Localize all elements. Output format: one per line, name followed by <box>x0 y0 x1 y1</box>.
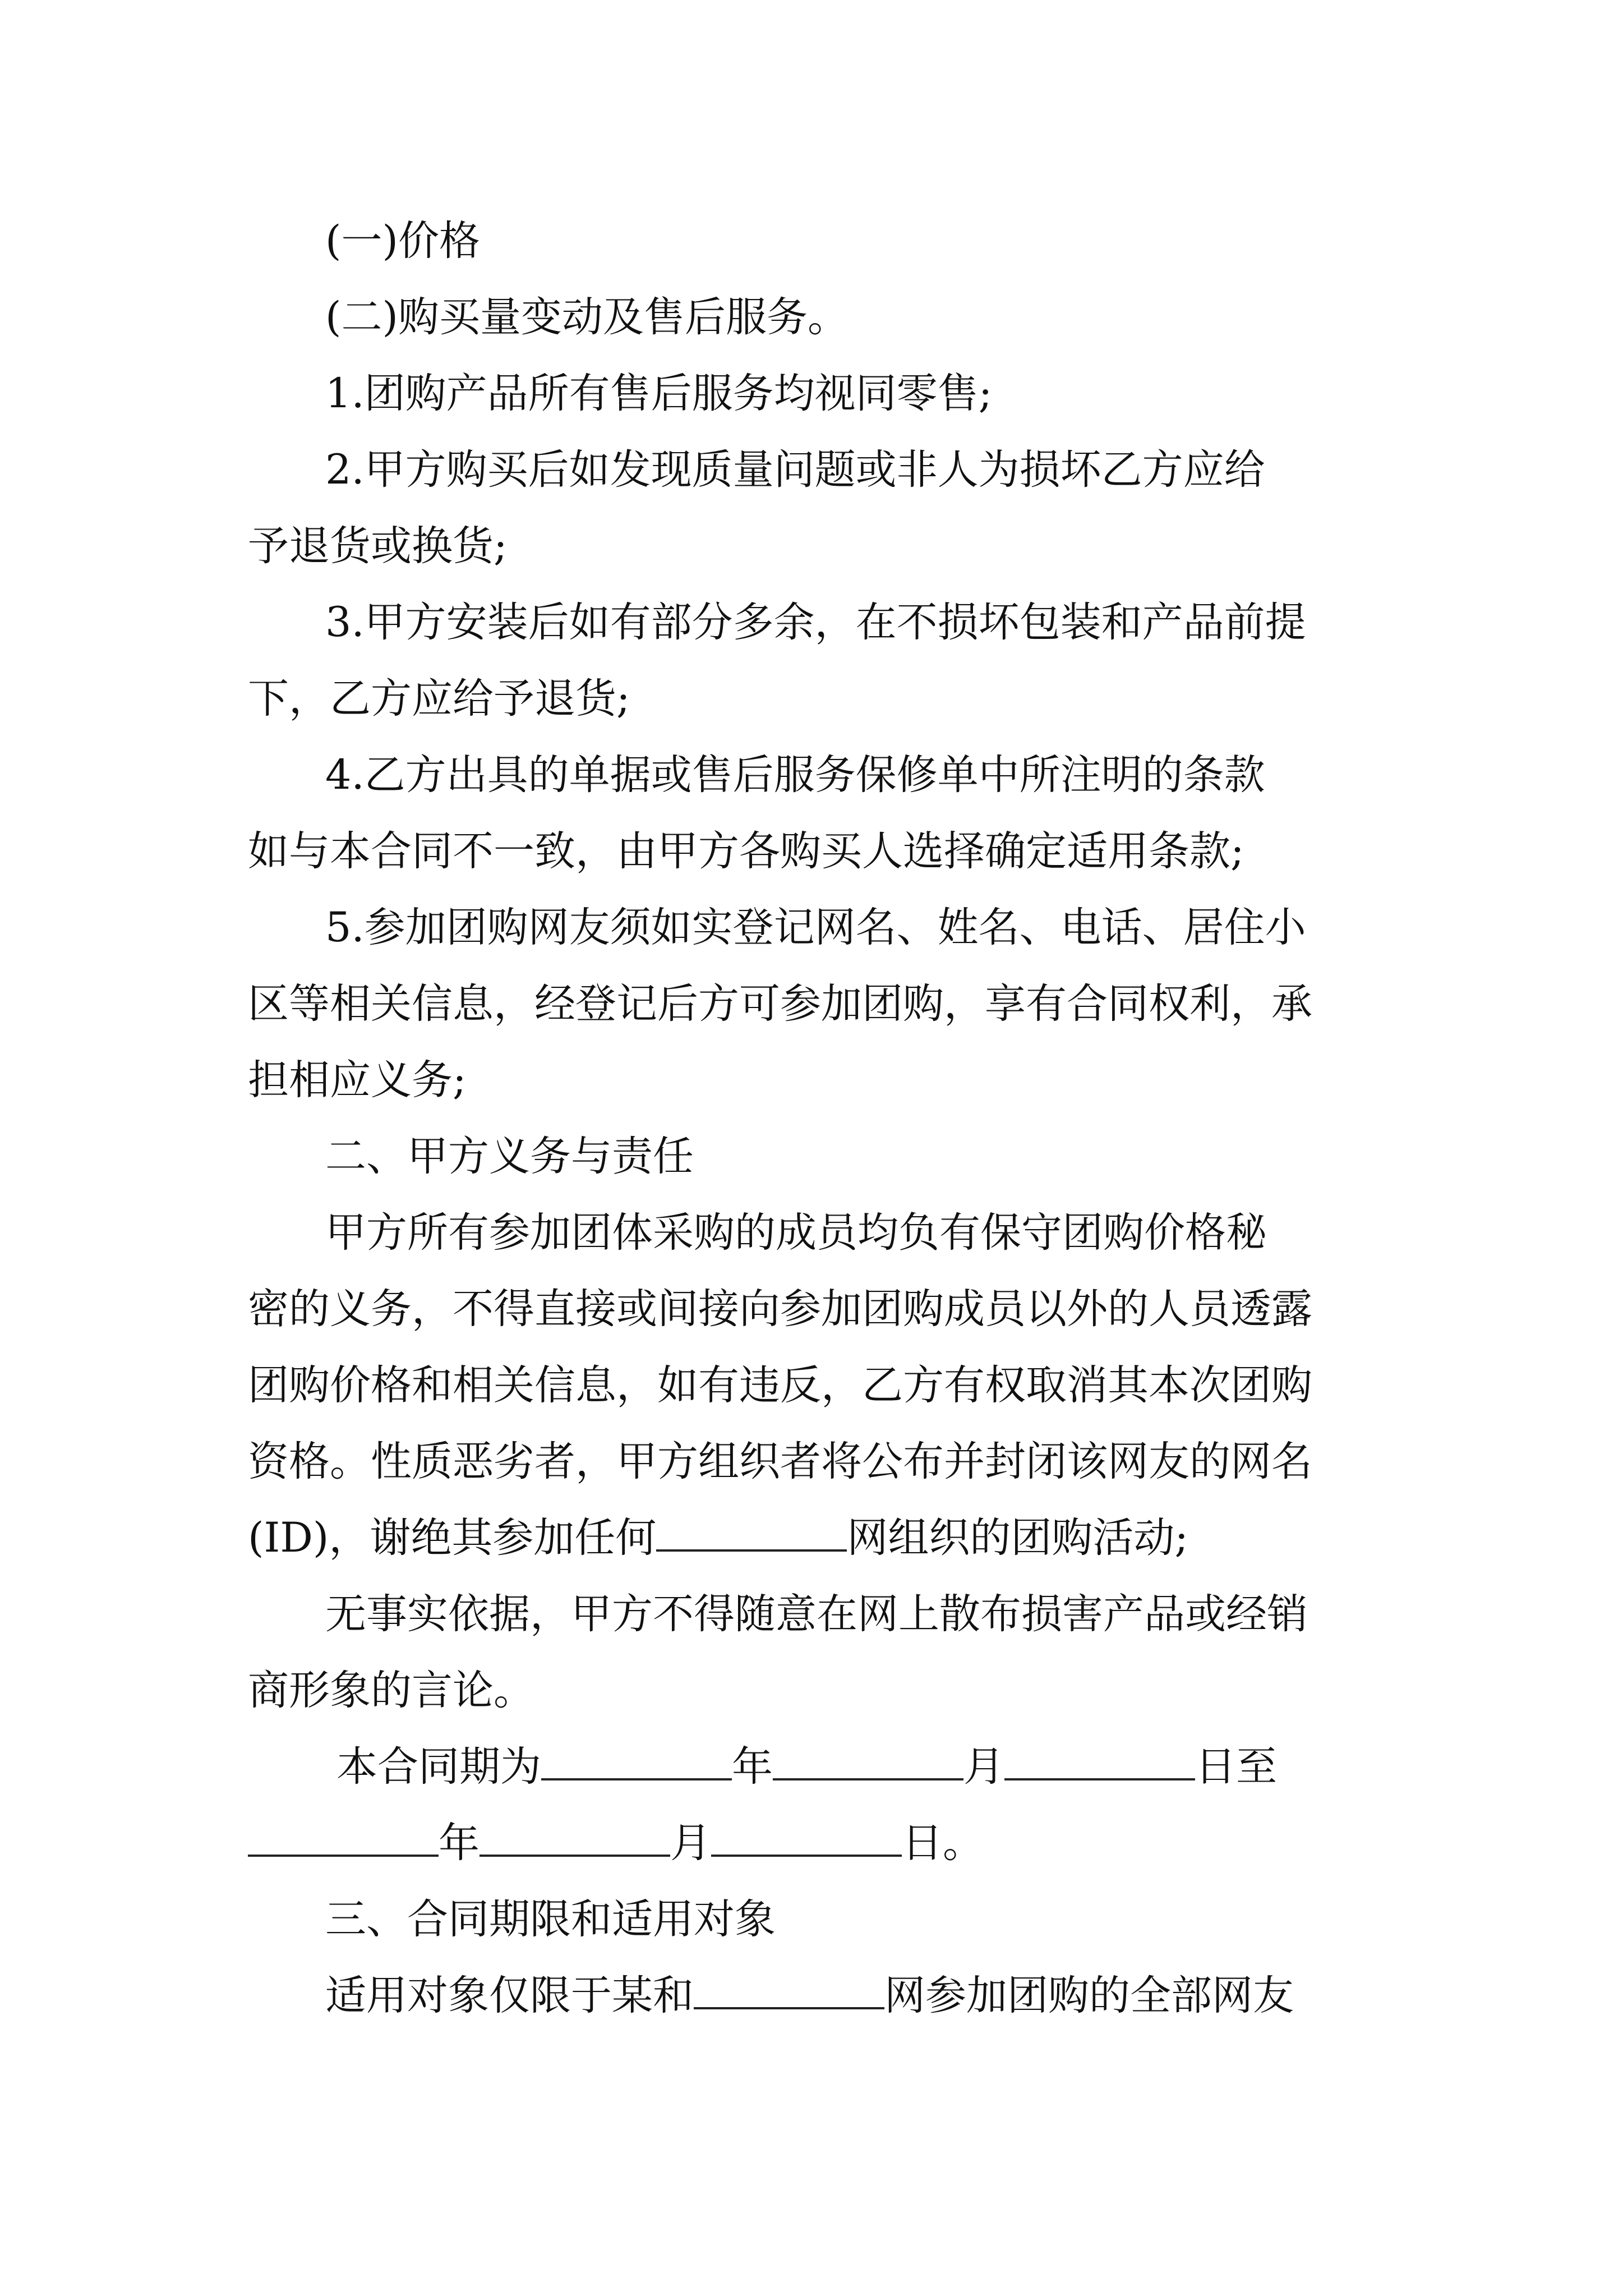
day-blank[interactable] <box>1004 1739 1195 1780</box>
contract-period-line-1 <box>336 1728 1623 1806</box>
text: 本合同期为 <box>336 1743 541 1791</box>
text: 月 <box>670 1819 711 1867</box>
text: 网组织的团购活动; <box>847 1514 1188 1562</box>
text: 日至 <box>1195 1743 1277 1791</box>
text: 甲方所有参加团体采购的成员均负有保守团购价格秘 <box>325 1209 1267 1257</box>
clause-4-line-1 <box>325 736 1623 815</box>
text: 二、甲方义务与责任 <box>325 1133 694 1180</box>
text: 3.甲方安装后如有部分多余，在不损坏包装和产品前提 <box>325 599 1306 646</box>
clause-2-line-2 <box>248 507 1623 586</box>
text: 商形象的言论。 <box>248 1667 534 1714</box>
clause-5-line-3 <box>248 1041 1623 1120</box>
duty-paragraph-line-3 <box>248 1346 1623 1425</box>
scope-line-1 <box>325 1957 1623 2035</box>
day-blank[interactable] <box>711 1815 902 1857</box>
text: 无事实依据，甲方不得随意在网上散布损害产品或经销 <box>325 1590 1308 1638</box>
section-heading-party-a-duties <box>325 1117 1623 1196</box>
text: 网参加团购的全部网友 <box>884 1972 1294 2019</box>
text: (二)购买量变动及售后服务。 <box>325 293 849 341</box>
clause-3-line-2 <box>248 660 1623 738</box>
clause-2-line-1 <box>325 431 1623 509</box>
text: 5.参加团购网友须如实登记网名、姓名、电话、居住小 <box>325 904 1306 951</box>
year-blank[interactable] <box>248 1815 439 1857</box>
duty-paragraph-line-1 <box>325 1194 1623 1272</box>
month-blank[interactable] <box>773 1739 963 1780</box>
text: 密的义务，不得直接或间接向参加团购成员以外的人员透露 <box>248 1285 1312 1333</box>
duty-paragraph-line-4 <box>248 1423 1623 1501</box>
fill-in-blank[interactable] <box>656 1510 847 1552</box>
no-defamation-line-2 <box>248 1651 1623 1730</box>
clause-4-line-2 <box>248 812 1623 891</box>
text: 年 <box>732 1743 773 1791</box>
contract-period-line-2 <box>248 1804 1623 1883</box>
fill-in-blank[interactable] <box>694 1968 884 2009</box>
duty-paragraph-line-5 <box>248 1499 1623 1577</box>
text: 担相应义务; <box>248 1056 467 1104</box>
clause-5-line-1 <box>325 889 1623 967</box>
text: (一)价格 <box>325 217 480 265</box>
clause-5-line-2 <box>248 965 1623 1043</box>
text: 月 <box>963 1743 1004 1791</box>
month-blank[interactable] <box>479 1815 670 1857</box>
text: 三、合同期限和适用对象 <box>325 1895 776 1943</box>
text: 年 <box>439 1819 479 1867</box>
text: 予退货或换货; <box>248 522 508 570</box>
text: (ID)，谢绝其参加任何 <box>248 1514 657 1562</box>
text: 如与本合同不一致，由甲方各购买人选择确定适用条款; <box>248 827 1244 875</box>
clause-1 <box>325 355 1623 433</box>
year-blank[interactable] <box>541 1739 732 1780</box>
text: 团购价格和相关信息，如有违反，乙方有权取消其本次团购 <box>248 1361 1312 1409</box>
section-heading-after-sales <box>325 278 1623 357</box>
text: 日。 <box>902 1819 984 1867</box>
no-defamation-line-1 <box>325 1575 1623 1654</box>
text: 1.团购产品所有售后服务均视同零售; <box>325 370 993 417</box>
section-heading-term-and-scope <box>325 1880 1623 1959</box>
clause-3-line-1 <box>325 583 1623 662</box>
text: 2.甲方购买后如发现质量问题或非人为损坏乙方应给 <box>325 446 1265 494</box>
text: 4.乙方出具的单据或售后服务保修单中所注明的条款 <box>325 751 1265 799</box>
text: 资格。性质恶劣者，甲方组织者将公布并封闭该网友的网名 <box>248 1438 1312 1485</box>
section-heading-price <box>325 202 1623 280</box>
text: 区等相关信息，经登记后方可参加团购，享有合同权利，承 <box>248 980 1312 1028</box>
duty-paragraph-line-2 <box>248 1270 1623 1349</box>
text: 适用对象仅限于某和 <box>325 1972 694 2019</box>
text: 下，乙方应给予退货; <box>248 675 630 723</box>
